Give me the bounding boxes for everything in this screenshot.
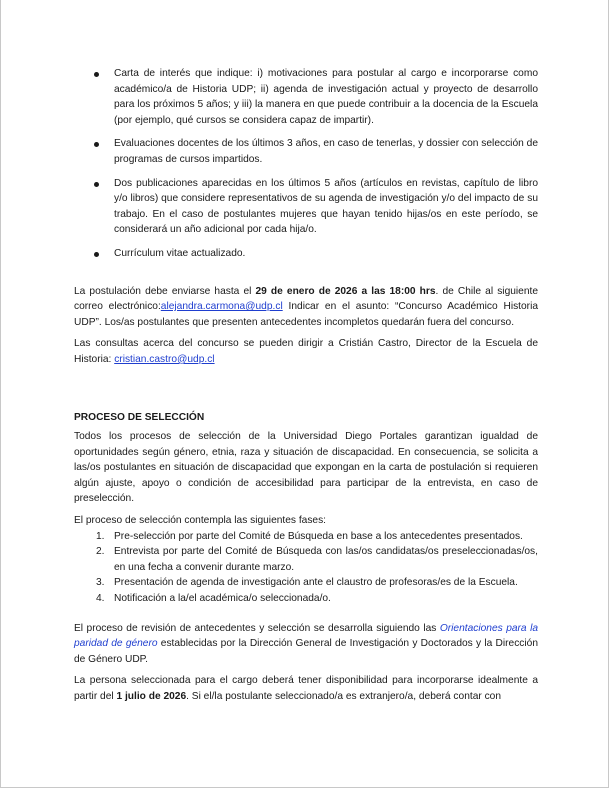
deadline-text-pre: La postulación debe enviarse hasta el xyxy=(74,285,256,297)
list-item xyxy=(96,544,538,575)
list-item-text: Presentación de agenda de investigación ante el claustro de profesoras/es de la Escuela. xyxy=(114,577,518,589)
list-item-text: Dos publicaciones aparecidas en los últimos 5 años (artículos en revistas, capítulo de libro y/o libros) que considere representativos de su agenda de investigación y/o del impacto de su trabajo. En el caso de postulantes mujeres que hayan tenido hijas/os en este período, se considerará un año adicional por cada hija/o. xyxy=(114,177,538,236)
list-item xyxy=(96,529,538,545)
review-text-pre: El proceso de revisión de antecedentes y selección se desarrolla siguiendo las xyxy=(74,622,440,634)
list-item xyxy=(114,66,538,128)
review-text-post: establecidas por la Dirección General de Investigación y Doctorados y la Dirección de Género UDP. xyxy=(74,638,538,665)
contact-email-link[interactable]: cristian.castro@udp.cl xyxy=(114,353,215,365)
bullet-icon xyxy=(94,252,99,257)
section-heading: PROCESO DE SELECCIÓN xyxy=(74,411,205,423)
list-item xyxy=(114,246,538,262)
list-number: 2. xyxy=(96,546,105,558)
list-item-text: Currículum vitae actualizado. xyxy=(114,247,246,259)
list-item-text: Pre-selección por parte del Comité de Búsqueda en base a los antecedentes presentados. xyxy=(114,530,523,542)
list-number: 4. xyxy=(96,593,105,605)
bullet-icon xyxy=(94,72,99,77)
list-item xyxy=(96,575,538,591)
list-number: 1. xyxy=(96,530,105,542)
application-email-link[interactable]: alejandra.carmona@udp.cl xyxy=(160,301,283,313)
list-item xyxy=(114,136,538,167)
requirements-list xyxy=(74,66,538,262)
gender-parity-guidelines-link[interactable]: Orientaciones para la paridad de género xyxy=(74,622,539,650)
phases-intro: El proceso de selección contempla las siguientes fases: xyxy=(74,515,326,527)
review-paragraph xyxy=(74,621,538,668)
availability-text-post: . Si el/la postulante seleccionado/a es extranjero/a, deberá contar con xyxy=(186,691,502,702)
deadline-text-mid: . de Chile al siguiente correo electrónico: xyxy=(74,285,538,313)
list-item-text: Carta de interés que indique: i) motivaciones para postular al cargo e incorporarse como académico/a de Historia UDP; ii) agenda de investigación actual y proyecto de desarrollo para los próximos 5 años; y iii) la manera en que puede contribuir a la docencia de la Escuela (por ejemplo, qué cursos se considera capaz de impartir). xyxy=(114,68,538,126)
deadline-paragraph xyxy=(74,284,538,331)
document-body xyxy=(74,66,538,711)
start-date: 1 julio de 2026 xyxy=(116,691,187,702)
contact-text: Las consultas acerca del concurso se pueden dirigir a Cristián Castro, Director de la Escuela de Historia: xyxy=(74,338,538,365)
list-item-text: Notificación a la/el académica/o seleccionada/o. xyxy=(114,593,331,605)
contact-paragraph xyxy=(74,336,538,367)
availability-paragraph xyxy=(74,673,538,704)
deadline-text-post: Indicar en el asunto: “Concurso Académico Historia UDP”. Los/as postulantes que presenten antecedentes incompletos quedarán fuera del concurso. xyxy=(74,301,538,328)
selection-intro: Todos los procesos de selección de la Universidad Diego Portales garantizan igualdad de oportunidades según género, etnia, raza y situación de discapacidad. En consecuencia, se solicita a las/os postulantes en situación de discapacidad que expongan en la carta de postulación si requieren algún ajuste, apoyo o condición de accesibilidad para participar de la entrevista, en caso de preselección. xyxy=(74,431,538,505)
list-item xyxy=(96,591,538,607)
phases-list xyxy=(74,529,538,607)
list-number: 3. xyxy=(96,577,105,589)
bullet-icon xyxy=(94,182,99,187)
deadline-date: 29 de enero de 2026 a las 18:00 hrs xyxy=(255,285,436,297)
list-item-text: Entrevista por parte del Comité de Búsqueda con las/os candidatas/os preseleccionadas/os, en una fecha a convenir durante marzo. xyxy=(114,546,538,573)
availability-text-pre: La persona seleccionada para el cargo deberá tener disponibilidad para incorporarse idealmente a partir del xyxy=(74,675,538,702)
list-item-text: Evaluaciones docentes de los últimos 3 años, en caso de tenerlas, y dossier con selección de programas de cursos impartidos. xyxy=(114,138,538,165)
bullet-icon xyxy=(94,142,99,147)
list-item xyxy=(114,176,538,238)
